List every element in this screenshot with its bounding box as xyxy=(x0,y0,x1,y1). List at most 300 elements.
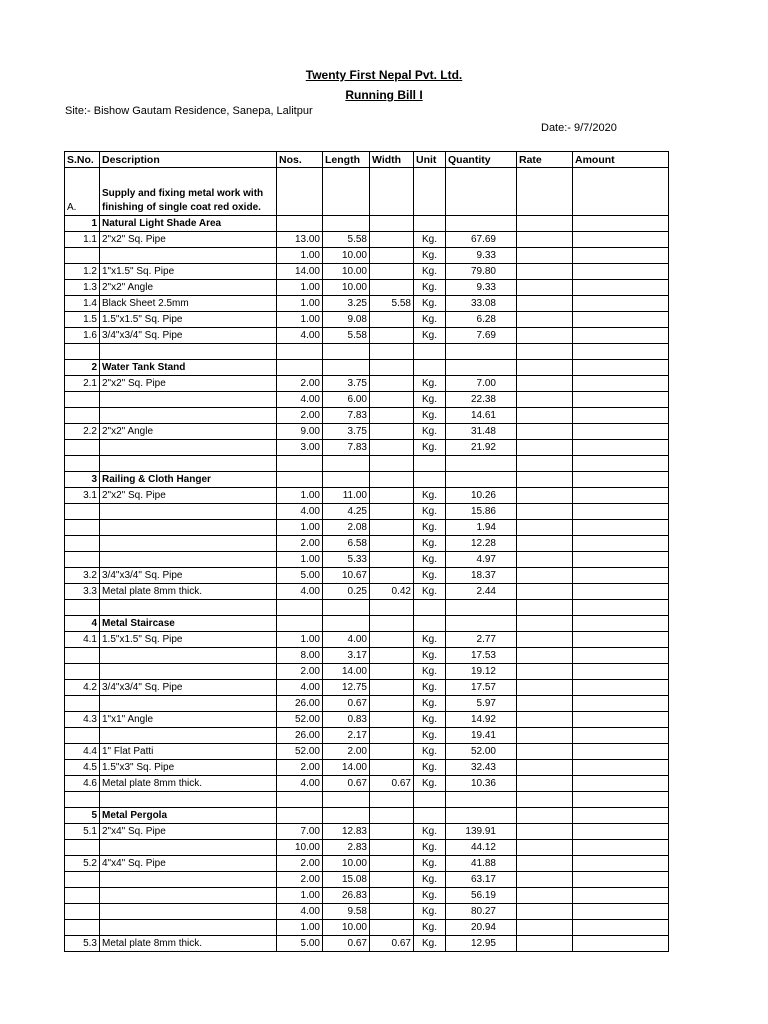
cell-amount xyxy=(573,616,669,632)
cell-rate xyxy=(517,728,573,744)
cell-unit: Kg. xyxy=(414,424,446,440)
cell-length xyxy=(323,344,370,360)
cell-description: 2"x2" Angle xyxy=(100,424,277,440)
cell-width xyxy=(370,744,414,760)
cell-length: 0.67 xyxy=(323,696,370,712)
cell-nos: 8.00 xyxy=(277,648,323,664)
cell-description xyxy=(100,728,277,744)
cell-length: 6.00 xyxy=(323,392,370,408)
cell-unit: Kg. xyxy=(414,712,446,728)
cell-length: 7.83 xyxy=(323,408,370,424)
cell-sno: 3.3 xyxy=(65,584,100,600)
cell-rate xyxy=(517,616,573,632)
cell-amount xyxy=(573,888,669,904)
cell-description: Metal Pergola xyxy=(100,808,277,824)
cell-sno xyxy=(65,904,100,920)
cell-rate xyxy=(517,744,573,760)
cell-sno xyxy=(65,536,100,552)
section-heading-row xyxy=(65,616,669,632)
cell-quantity xyxy=(446,216,517,232)
empty-cell xyxy=(414,168,446,216)
column-header-unit: Unit xyxy=(414,152,446,168)
cell-rate xyxy=(517,456,573,472)
table-row xyxy=(65,712,669,728)
cell-unit: Kg. xyxy=(414,648,446,664)
cell-nos xyxy=(277,344,323,360)
cell-description: Railing & Cloth Hanger xyxy=(100,472,277,488)
table-row xyxy=(65,792,669,808)
cell-amount xyxy=(573,376,669,392)
cell-unit xyxy=(414,600,446,616)
intro-row xyxy=(65,168,669,216)
cell-nos: 4.00 xyxy=(277,584,323,600)
cell-quantity: 9.33 xyxy=(446,248,517,264)
cell-length: 0.67 xyxy=(323,936,370,952)
cell-sno: 1.3 xyxy=(65,280,100,296)
cell-nos: 2.00 xyxy=(277,664,323,680)
cell-nos: 1.00 xyxy=(277,632,323,648)
cell-nos: 1.00 xyxy=(277,312,323,328)
cell-sno: 1.6 xyxy=(65,328,100,344)
cell-unit: Kg. xyxy=(414,232,446,248)
cell-width xyxy=(370,392,414,408)
cell-sno: 4.1 xyxy=(65,632,100,648)
cell-length: 12.75 xyxy=(323,680,370,696)
cell-length: 10.00 xyxy=(323,920,370,936)
cell-unit: Kg. xyxy=(414,488,446,504)
cell-description: 3/4"x3/4" Sq. Pipe xyxy=(100,568,277,584)
cell-width xyxy=(370,344,414,360)
cell-rate xyxy=(517,328,573,344)
intro-sno: A. xyxy=(65,168,100,216)
cell-unit: Kg. xyxy=(414,328,446,344)
cell-length: 10.00 xyxy=(323,280,370,296)
cell-length: 4.00 xyxy=(323,632,370,648)
cell-quantity xyxy=(446,600,517,616)
cell-quantity: 1.94 xyxy=(446,520,517,536)
cell-sno xyxy=(65,872,100,888)
cell-unit: Kg. xyxy=(414,776,446,792)
table-row xyxy=(65,440,669,456)
cell-width xyxy=(370,712,414,728)
cell-width: 0.67 xyxy=(370,936,414,952)
cell-width xyxy=(370,520,414,536)
cell-nos: 1.00 xyxy=(277,280,323,296)
table-row xyxy=(65,904,669,920)
cell-rate xyxy=(517,776,573,792)
cell-sno xyxy=(65,456,100,472)
cell-amount xyxy=(573,744,669,760)
cell-length: 0.25 xyxy=(323,584,370,600)
cell-quantity: 79.80 xyxy=(446,264,517,280)
site-line: Site:- Bishow Gautam Residence, Sanepa, Lalitpur xyxy=(65,105,313,117)
section-heading-row xyxy=(65,216,669,232)
table-row xyxy=(65,392,669,408)
cell-sno xyxy=(65,504,100,520)
cell-quantity xyxy=(446,344,517,360)
cell-width: 5.58 xyxy=(370,296,414,312)
cell-description xyxy=(100,920,277,936)
table-header-row xyxy=(65,152,669,168)
cell-amount xyxy=(573,344,669,360)
cell-unit: Kg. xyxy=(414,568,446,584)
column-header-sno: S.No. xyxy=(65,152,100,168)
cell-width xyxy=(370,824,414,840)
empty-cell xyxy=(573,168,669,216)
cell-rate xyxy=(517,216,573,232)
table-row xyxy=(65,824,669,840)
cell-length: 5.33 xyxy=(323,552,370,568)
cell-quantity: 14.61 xyxy=(446,408,517,424)
cell-unit: Kg. xyxy=(414,280,446,296)
cell-nos: 4.00 xyxy=(277,680,323,696)
cell-quantity: 2.77 xyxy=(446,632,517,648)
cell-width xyxy=(370,424,414,440)
cell-width xyxy=(370,920,414,936)
cell-length xyxy=(323,792,370,808)
cell-quantity xyxy=(446,456,517,472)
cell-amount xyxy=(573,424,669,440)
cell-amount xyxy=(573,488,669,504)
table-row xyxy=(65,760,669,776)
cell-length: 14.00 xyxy=(323,664,370,680)
cell-quantity: 10.26 xyxy=(446,488,517,504)
cell-unit: Kg. xyxy=(414,536,446,552)
cell-quantity: 56.19 xyxy=(446,888,517,904)
cell-length xyxy=(323,216,370,232)
cell-width xyxy=(370,408,414,424)
section-heading-row xyxy=(65,472,669,488)
cell-unit: Kg. xyxy=(414,920,446,936)
cell-unit: Kg. xyxy=(414,936,446,952)
cell-rate xyxy=(517,840,573,856)
cell-length xyxy=(323,472,370,488)
cell-quantity: 19.12 xyxy=(446,664,517,680)
cell-length: 3.75 xyxy=(323,376,370,392)
cell-width xyxy=(370,696,414,712)
cell-width xyxy=(370,472,414,488)
cell-rate xyxy=(517,408,573,424)
cell-description: 3/4"x3/4" Sq. Pipe xyxy=(100,328,277,344)
cell-sno: 5.3 xyxy=(65,936,100,952)
cell-nos xyxy=(277,472,323,488)
cell-sno: 1 xyxy=(65,216,100,232)
cell-nos: 4.00 xyxy=(277,776,323,792)
column-header-length: Length xyxy=(323,152,370,168)
table-row xyxy=(65,936,669,952)
cell-unit: Kg. xyxy=(414,840,446,856)
cell-description xyxy=(100,536,277,552)
cell-amount xyxy=(573,360,669,376)
cell-nos: 2.00 xyxy=(277,872,323,888)
cell-description xyxy=(100,840,277,856)
cell-sno: 2 xyxy=(65,360,100,376)
cell-rate xyxy=(517,824,573,840)
cell-quantity: 52.00 xyxy=(446,744,517,760)
table-row xyxy=(65,648,669,664)
cell-length: 26.83 xyxy=(323,888,370,904)
cell-width xyxy=(370,664,414,680)
cell-rate xyxy=(517,280,573,296)
cell-width xyxy=(370,568,414,584)
cell-nos: 1.00 xyxy=(277,296,323,312)
cell-amount xyxy=(573,696,669,712)
cell-description: 2"x2" Sq. Pipe xyxy=(100,232,277,248)
cell-quantity: 4.97 xyxy=(446,552,517,568)
cell-rate xyxy=(517,552,573,568)
cell-nos: 1.00 xyxy=(277,520,323,536)
cell-rate xyxy=(517,376,573,392)
cell-sno: 4.6 xyxy=(65,776,100,792)
cell-length xyxy=(323,456,370,472)
cell-sno xyxy=(65,728,100,744)
cell-quantity: 21.92 xyxy=(446,440,517,456)
cell-unit: Kg. xyxy=(414,264,446,280)
cell-sno: 3.2 xyxy=(65,568,100,584)
cell-rate xyxy=(517,808,573,824)
cell-amount xyxy=(573,760,669,776)
cell-amount xyxy=(573,296,669,312)
cell-sno xyxy=(65,552,100,568)
cell-sno: 4.4 xyxy=(65,744,100,760)
cell-unit: Kg. xyxy=(414,680,446,696)
cell-description: Natural Light Shade Area xyxy=(100,216,277,232)
cell-nos: 3.00 xyxy=(277,440,323,456)
cell-amount xyxy=(573,600,669,616)
cell-quantity: 80.27 xyxy=(446,904,517,920)
cell-unit: Kg. xyxy=(414,440,446,456)
cell-width xyxy=(370,552,414,568)
table-row xyxy=(65,728,669,744)
cell-sno xyxy=(65,344,100,360)
cell-amount xyxy=(573,792,669,808)
cell-length: 9.08 xyxy=(323,312,370,328)
cell-nos xyxy=(277,216,323,232)
cell-sno xyxy=(65,920,100,936)
cell-quantity xyxy=(446,792,517,808)
table-row xyxy=(65,408,669,424)
cell-amount xyxy=(573,904,669,920)
cell-length: 11.00 xyxy=(323,488,370,504)
cell-quantity: 17.57 xyxy=(446,680,517,696)
cell-description: 2"x2" Sq. Pipe xyxy=(100,488,277,504)
cell-length: 3.75 xyxy=(323,424,370,440)
cell-rate xyxy=(517,360,573,376)
cell-nos xyxy=(277,808,323,824)
cell-amount xyxy=(573,312,669,328)
cell-length: 2.17 xyxy=(323,728,370,744)
cell-sno: 1.4 xyxy=(65,296,100,312)
table-row xyxy=(65,552,669,568)
cell-unit xyxy=(414,616,446,632)
cell-amount xyxy=(573,632,669,648)
cell-unit: Kg. xyxy=(414,520,446,536)
cell-unit xyxy=(414,360,446,376)
cell-nos: 13.00 xyxy=(277,232,323,248)
cell-description xyxy=(100,504,277,520)
cell-length: 10.00 xyxy=(323,264,370,280)
cell-sno xyxy=(65,392,100,408)
cell-unit xyxy=(414,216,446,232)
table-row xyxy=(65,920,669,936)
cell-width xyxy=(370,488,414,504)
cell-rate xyxy=(517,584,573,600)
cell-width xyxy=(370,904,414,920)
cell-quantity: 44.12 xyxy=(446,840,517,856)
table-row xyxy=(65,664,669,680)
table-row xyxy=(65,776,669,792)
cell-description: 1.5"x3" Sq. Pipe xyxy=(100,760,277,776)
cell-nos: 26.00 xyxy=(277,728,323,744)
table-row xyxy=(65,488,669,504)
cell-nos: 2.00 xyxy=(277,760,323,776)
cell-rate xyxy=(517,504,573,520)
cell-length: 14.00 xyxy=(323,760,370,776)
cell-amount xyxy=(573,568,669,584)
cell-unit: Kg. xyxy=(414,888,446,904)
cell-rate xyxy=(517,648,573,664)
cell-description xyxy=(100,456,277,472)
cell-description: Metal plate 8mm thick. xyxy=(100,584,277,600)
cell-length: 0.83 xyxy=(323,712,370,728)
cell-unit: Kg. xyxy=(414,408,446,424)
cell-quantity: 12.95 xyxy=(446,936,517,952)
cell-nos: 4.00 xyxy=(277,504,323,520)
cell-unit: Kg. xyxy=(414,744,446,760)
cell-quantity: 9.33 xyxy=(446,280,517,296)
cell-sno: 5.1 xyxy=(65,824,100,840)
table-row xyxy=(65,520,669,536)
cell-quantity: 5.97 xyxy=(446,696,517,712)
cell-sno: 4.5 xyxy=(65,760,100,776)
cell-rate xyxy=(517,536,573,552)
cell-width xyxy=(370,840,414,856)
cell-quantity: 7.69 xyxy=(446,328,517,344)
table-row xyxy=(65,456,669,472)
cell-width xyxy=(370,312,414,328)
cell-quantity xyxy=(446,472,517,488)
cell-amount xyxy=(573,584,669,600)
cell-rate xyxy=(517,936,573,952)
table-row xyxy=(65,344,669,360)
cell-nos: 1.00 xyxy=(277,248,323,264)
cell-amount xyxy=(573,536,669,552)
cell-description: 4"x4" Sq. Pipe xyxy=(100,856,277,872)
table-row xyxy=(65,744,669,760)
cell-amount xyxy=(573,648,669,664)
cell-amount xyxy=(573,472,669,488)
cell-rate xyxy=(517,232,573,248)
cell-sno xyxy=(65,408,100,424)
cell-sno xyxy=(65,648,100,664)
cell-description xyxy=(100,344,277,360)
cell-sno xyxy=(65,520,100,536)
cell-description xyxy=(100,904,277,920)
cell-rate xyxy=(517,904,573,920)
cell-amount xyxy=(573,408,669,424)
cell-unit xyxy=(414,808,446,824)
bill-table xyxy=(64,151,669,952)
cell-description: 3/4"x3/4" Sq. Pipe xyxy=(100,680,277,696)
cell-nos: 14.00 xyxy=(277,264,323,280)
cell-rate xyxy=(517,600,573,616)
cell-width xyxy=(370,360,414,376)
cell-nos: 1.00 xyxy=(277,920,323,936)
cell-rate xyxy=(517,888,573,904)
cell-nos: 1.00 xyxy=(277,488,323,504)
table-row xyxy=(65,312,669,328)
cell-length: 5.58 xyxy=(323,232,370,248)
cell-unit: Kg. xyxy=(414,584,446,600)
cell-width xyxy=(370,632,414,648)
cell-unit: Kg. xyxy=(414,248,446,264)
cell-sno: 2.2 xyxy=(65,424,100,440)
empty-cell xyxy=(323,168,370,216)
cell-quantity: 22.38 xyxy=(446,392,517,408)
cell-description xyxy=(100,392,277,408)
cell-width xyxy=(370,792,414,808)
cell-amount xyxy=(573,808,669,824)
cell-unit: Kg. xyxy=(414,312,446,328)
cell-width xyxy=(370,456,414,472)
cell-length: 10.67 xyxy=(323,568,370,584)
cell-amount xyxy=(573,776,669,792)
cell-unit: Kg. xyxy=(414,696,446,712)
cell-sno: 5 xyxy=(65,808,100,824)
cell-nos: 9.00 xyxy=(277,424,323,440)
cell-nos: 4.00 xyxy=(277,392,323,408)
cell-nos: 2.00 xyxy=(277,376,323,392)
table-row xyxy=(65,280,669,296)
cell-unit: Kg. xyxy=(414,904,446,920)
cell-nos xyxy=(277,360,323,376)
cell-amount xyxy=(573,664,669,680)
cell-nos xyxy=(277,616,323,632)
cell-description xyxy=(100,872,277,888)
cell-amount xyxy=(573,856,669,872)
cell-description: 1.5"x1.5" Sq. Pipe xyxy=(100,632,277,648)
cell-quantity: 14.92 xyxy=(446,712,517,728)
cell-sno xyxy=(65,600,100,616)
cell-rate xyxy=(517,856,573,872)
cell-width xyxy=(370,600,414,616)
cell-length: 2.08 xyxy=(323,520,370,536)
cell-unit: Kg. xyxy=(414,824,446,840)
cell-unit: Kg. xyxy=(414,632,446,648)
cell-description xyxy=(100,248,277,264)
cell-width: 0.67 xyxy=(370,776,414,792)
cell-sno: 3.1 xyxy=(65,488,100,504)
cell-amount xyxy=(573,520,669,536)
cell-quantity xyxy=(446,808,517,824)
table-row xyxy=(65,680,669,696)
cell-description: 1"x1.5" Sq. Pipe xyxy=(100,264,277,280)
cell-length xyxy=(323,616,370,632)
cell-rate xyxy=(517,568,573,584)
table-row xyxy=(65,568,669,584)
table-row xyxy=(65,296,669,312)
cell-unit: Kg. xyxy=(414,872,446,888)
cell-rate xyxy=(517,424,573,440)
cell-nos: 1.00 xyxy=(277,552,323,568)
cell-sno: 4 xyxy=(65,616,100,632)
cell-width xyxy=(370,328,414,344)
table-row xyxy=(65,632,669,648)
cell-width xyxy=(370,264,414,280)
cell-rate xyxy=(517,872,573,888)
cell-quantity: 19.41 xyxy=(446,728,517,744)
cell-length xyxy=(323,600,370,616)
